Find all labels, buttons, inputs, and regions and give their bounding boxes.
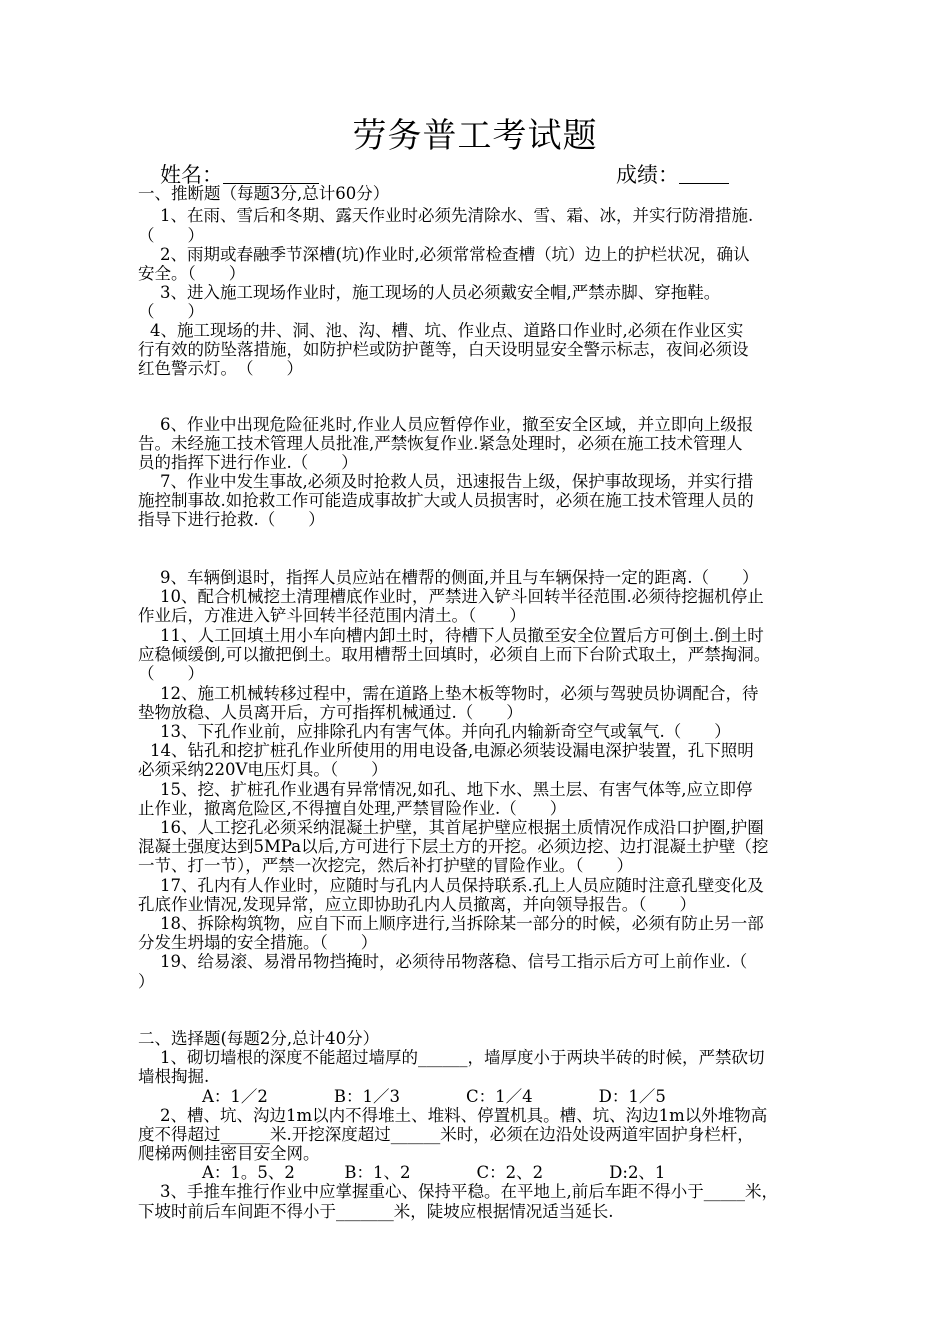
question-line: 施控制事故.如抢救工作可能造成事故扩大或人员损害时，必须在施工技术管理人员的 bbox=[138, 491, 754, 510]
question-line: 指导下进行抢救.（ ） bbox=[138, 510, 325, 529]
question-line: 作业后，方准进入铲斗回转半径范围内清土。（ ） bbox=[138, 606, 526, 625]
question-line: 3、进入施工现场作业时，施工现场的人员必须戴安全帽,严禁赤脚、穿拖鞋。 bbox=[160, 283, 721, 302]
option-line: A：1／2 B：1／3 C：1／4 D：1／5 bbox=[202, 1087, 666, 1106]
section1-heading: 一、推断题（每题3分,总计60分） bbox=[138, 184, 390, 203]
question-line: 11、人工回填土用小车向槽内卸土时，待槽下人员撤至安全位置后方可倒土.倒土时 bbox=[160, 626, 764, 645]
question-line: 爬梯两侧挂密目安全网。 bbox=[138, 1144, 320, 1163]
question-line: （ ） bbox=[138, 664, 204, 683]
question-line: 2、雨期或春融季节深槽(坑)作业时,必须常常检查槽（坑）边上的护栏状况，确认 bbox=[160, 245, 750, 264]
question-line: 行有效的防坠落措施，如防护栏或防护蓖等，白天设明显安全警示标志，夜间必须设 bbox=[138, 340, 749, 359]
question-line: 1、砌切墙根的深度不能超过墙厚的______，墙厚度小于两块半砖的时候，严禁砍切 bbox=[160, 1048, 765, 1067]
score-row bbox=[616, 162, 729, 188]
question-line: 1、在雨、雪后和冬期、露天作业时必须先清除水、雪、霜、冰，并实行防滑措施. bbox=[160, 206, 754, 225]
question-line: 一节、打一节），严禁一次挖完，然后补打护壁的冒险作业。（ ） bbox=[138, 856, 633, 875]
option-line: A：1。5、2 B：1、2 C：2、2 D:2、1 bbox=[202, 1163, 666, 1182]
question-line: 12、施工机械转移过程中，需在道路上垫木板等物时，必须与驾驶员协调配合，待 bbox=[160, 684, 759, 703]
score-blank bbox=[679, 165, 729, 184]
question-line: 7、作业中发生事故,必须及时抢救人员，迅速报告上级，保护事故现场，并实行措 bbox=[160, 472, 754, 491]
question-line: 18、拆除构筑物，应自下而上顺序进行,当拆除某一部分的时候，必须有防止另一部 bbox=[160, 914, 764, 933]
question-line: （ ） bbox=[138, 226, 204, 245]
question-line: 3、手推车推行作业中应掌握重心、保持平稳。在平地上,前后车距不得小于_____米， bbox=[160, 1182, 778, 1201]
question-line: 4、施工现场的井、洞、池、沟、槽、坑、作业点、道路口作业时,必须在作业区实 bbox=[150, 321, 744, 340]
name-label: 姓名： bbox=[160, 163, 223, 187]
question-line: 19、给易滚、易滑吊物挡掩时，必须待吊物落稳、信号工指示后方可上前作业.（ bbox=[160, 952, 748, 971]
question-line: （ ） bbox=[138, 302, 204, 321]
question-line: ） bbox=[138, 972, 155, 991]
question-line: 安全。（ ） bbox=[138, 264, 246, 283]
question-line: 17、孔内有人作业时，应随时与孔内人员保持联系.孔上人员应随时注意孔壁变化及 bbox=[160, 876, 764, 895]
question-line: 度不得超过______米.开挖深度超过______米时，必须在边沿处设两道牢固护身栏杆， bbox=[138, 1125, 754, 1144]
question-line: 孔底作业情况,发现异常，应立即协助孔内人员撤离，并向领导报告。（ ） bbox=[138, 895, 696, 914]
question-line: 14、钻孔和挖扩桩孔作业所使用的用电设备,电源必须装设漏电深护装置，孔下照明 bbox=[150, 741, 754, 760]
page-title: 劳务普工考试题 bbox=[352, 116, 598, 156]
question-line: 员的指挥下进行作业.（ ） bbox=[138, 453, 358, 472]
question-line: 2、槽、坑、沟边1m以内不得堆土、堆料、停置机具。槽、坑、沟边1m以外堆物高 bbox=[160, 1106, 768, 1125]
question-line: 9、车辆倒退时，指挥人员应站在槽帮的侧面,并且与车辆保持一定的距离.（ ） bbox=[160, 568, 759, 587]
question-line: 墙根掏掘. bbox=[138, 1067, 210, 1086]
question-line: 分发生坍塌的安全措施。（ ） bbox=[138, 933, 378, 952]
question-line: 16、人工挖孔必须采纳混凝土护壁，其首尾护壁应根据土质情况作成沿口护圈,护圈 bbox=[160, 818, 764, 837]
question-line: 15、挖、扩桩孔作业遇有异常情况,如孔、地下水、黑土层、有害气体等,应立即停 bbox=[160, 780, 753, 799]
question-line: 13、下孔作业前，应排除孔内有害气体。并向孔内输新奇空气或氧气.（ ） bbox=[160, 722, 731, 741]
question-line: 告。未经施工技术管理人员批准,严禁恢复作业.紧急处理时，必须在施工技术管理人 bbox=[138, 434, 743, 453]
question-line: 垫物放稳、人员离开后，方可指挥机械通过.（ ） bbox=[138, 703, 523, 722]
section2-heading: 二、选择题(每题2分,总计40分） bbox=[138, 1029, 380, 1048]
question-line: 10、配合机械挖土清理槽底作业时，严禁进入铲斗回转半径范围.必须待挖掘机停止 bbox=[160, 587, 764, 606]
question-line: 6、作业中出现危险征兆时,作业人员应暂停作业，撤至安全区域，并立即向上级报 bbox=[160, 415, 754, 434]
question-line: 下坡时前后车间距不得小于_______米，陡坡应根据情况适当延长. bbox=[138, 1202, 614, 1221]
question-line: 应稳倾缓倒,可以撤把倒土。取用槽帮土回填时，必须自上而下台阶式取土，严禁掏洞。 bbox=[138, 645, 771, 664]
score-label: 成绩： bbox=[616, 163, 679, 187]
question-line: 必须采纳220V电压灯具。（ ） bbox=[138, 760, 388, 779]
name-blank bbox=[223, 165, 319, 184]
question-line: 红色警示灯。 （ ） bbox=[138, 359, 303, 378]
question-line: 混凝土强度达到5MPa以后,方可进行下层土方的开挖。必须边挖、边打混凝土护壁（挖 bbox=[138, 837, 769, 856]
question-line: 止作业，撤离危险区,不得擅自处理,严禁冒险作业.（ ） bbox=[138, 799, 567, 818]
